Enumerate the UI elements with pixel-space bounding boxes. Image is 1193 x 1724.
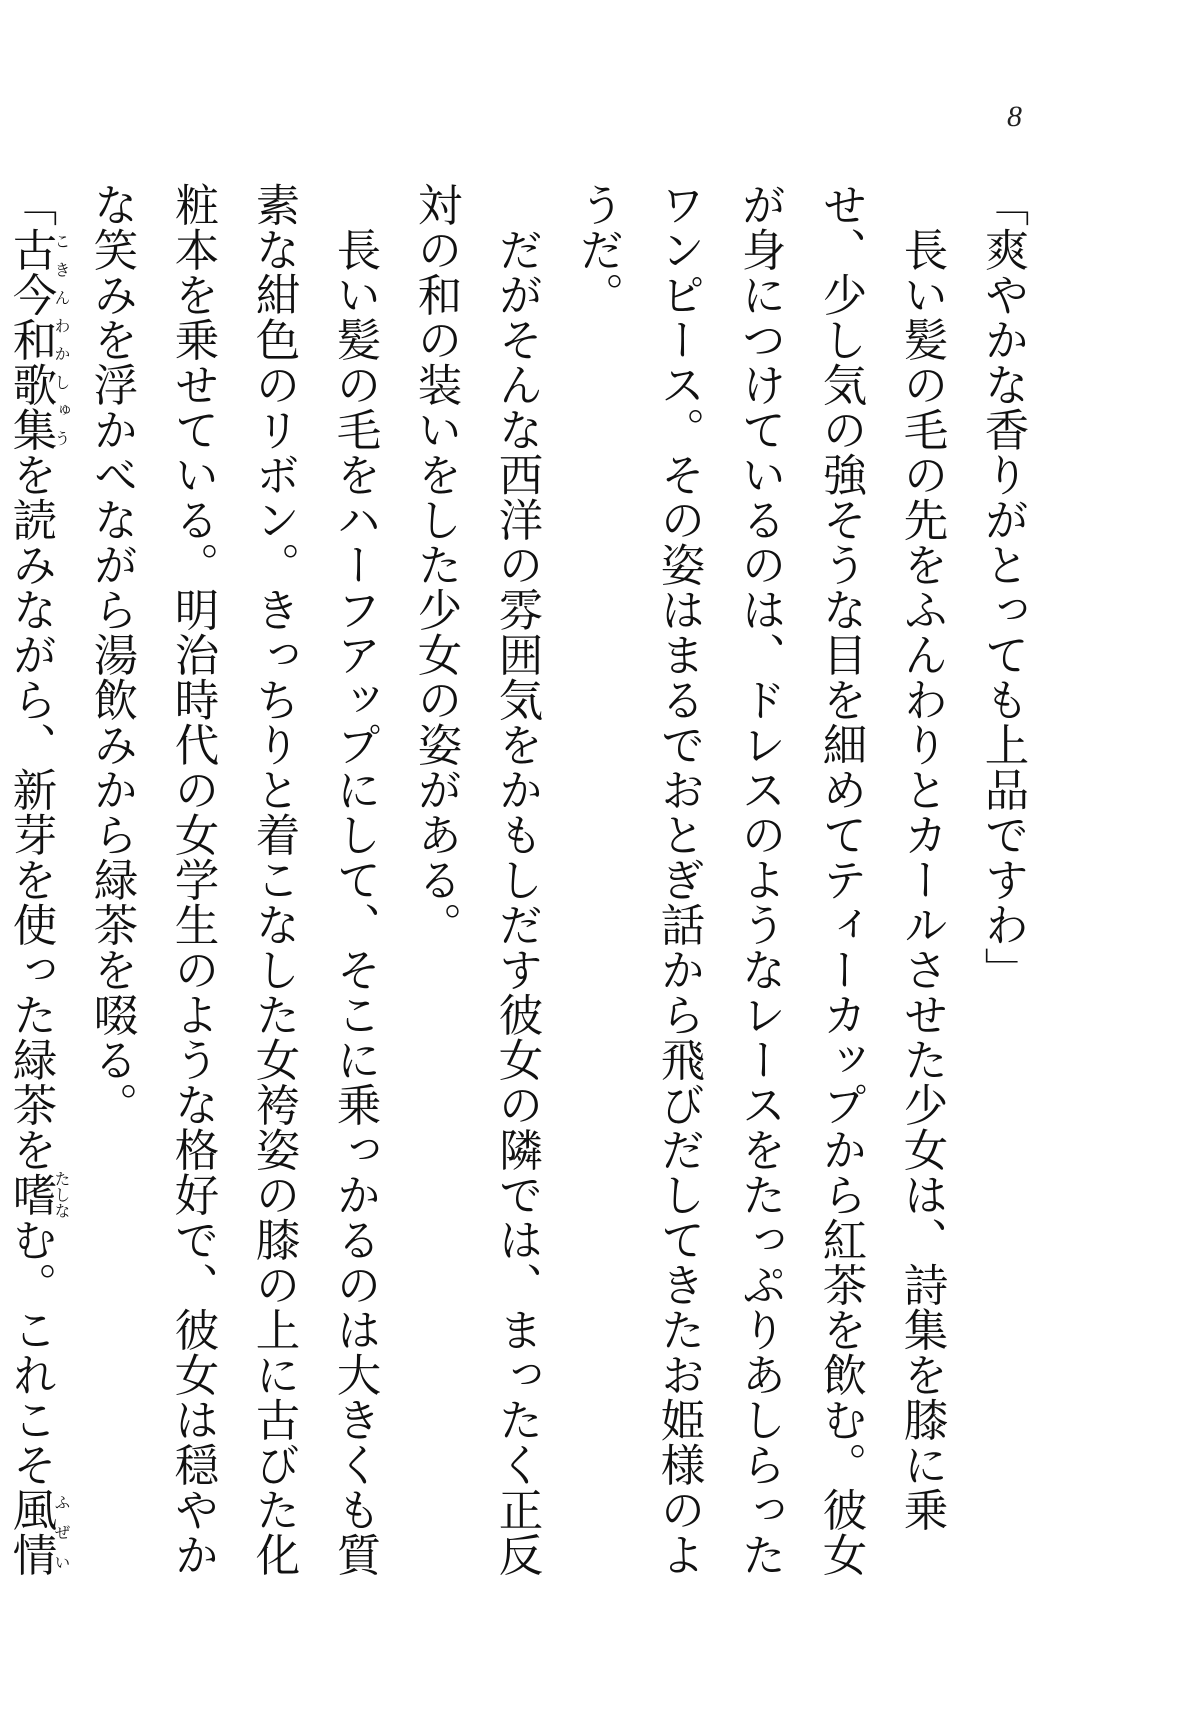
paragraph-5-with-ruby xyxy=(0,182,71,1602)
paragraph-2: 長い髪の毛の先をふんわりとカールさせた少女は、詩集を膝に乗せ、少し気の強そうな目を細めてティーカップから紅茶を飲む。彼女が身につけているのは、ドレスのようなレースをたっぷりあしらったワンピース。その姿はまるでおとぎ話から飛びだしてきたお姫様のようだ。 xyxy=(572,182,947,1577)
furigana: たしな xyxy=(52,1170,71,1219)
ruby-word xyxy=(5,227,71,452)
text-segment: 「 xyxy=(5,182,56,227)
ruby-word xyxy=(5,1170,71,1219)
paragraph-4: 長い髪の毛をハーフアップにして、そこに乗っかるのは大きくも質素な紺色のリボン。きっちりと着こなした女袴姿の膝の上に古びた化粧本を乗せている。明治時代の女学生のような格好で、彼女は穏やかな笑みを浮かべながら湯飲みから緑茶を啜る。 xyxy=(86,182,380,1577)
ruby-word xyxy=(5,1487,71,1577)
page-number: 8 xyxy=(1007,100,1022,133)
novel-text-block xyxy=(0,182,1043,1602)
furigana: こきんわかしゅう xyxy=(52,227,71,452)
ruby-base: 嗜 xyxy=(5,1170,56,1219)
ruby-base: 風情 xyxy=(5,1487,56,1577)
furigana: ふぜい xyxy=(52,1487,71,1577)
paragraph-1: 「爽やかな香りがとっても上品ですわ」 xyxy=(977,182,1028,992)
ruby-base: 古今和歌集 xyxy=(5,227,56,452)
text-segment: む。これこそ xyxy=(5,1217,56,1487)
text-segment: を読みながら、新芽を使った緑茶を xyxy=(5,452,56,1172)
paragraph-3: だがそんな西洋の雰囲気をかもしだす彼女の隣では、まったく正反対の和の装いをした少女の姿がある。 xyxy=(410,182,542,1577)
